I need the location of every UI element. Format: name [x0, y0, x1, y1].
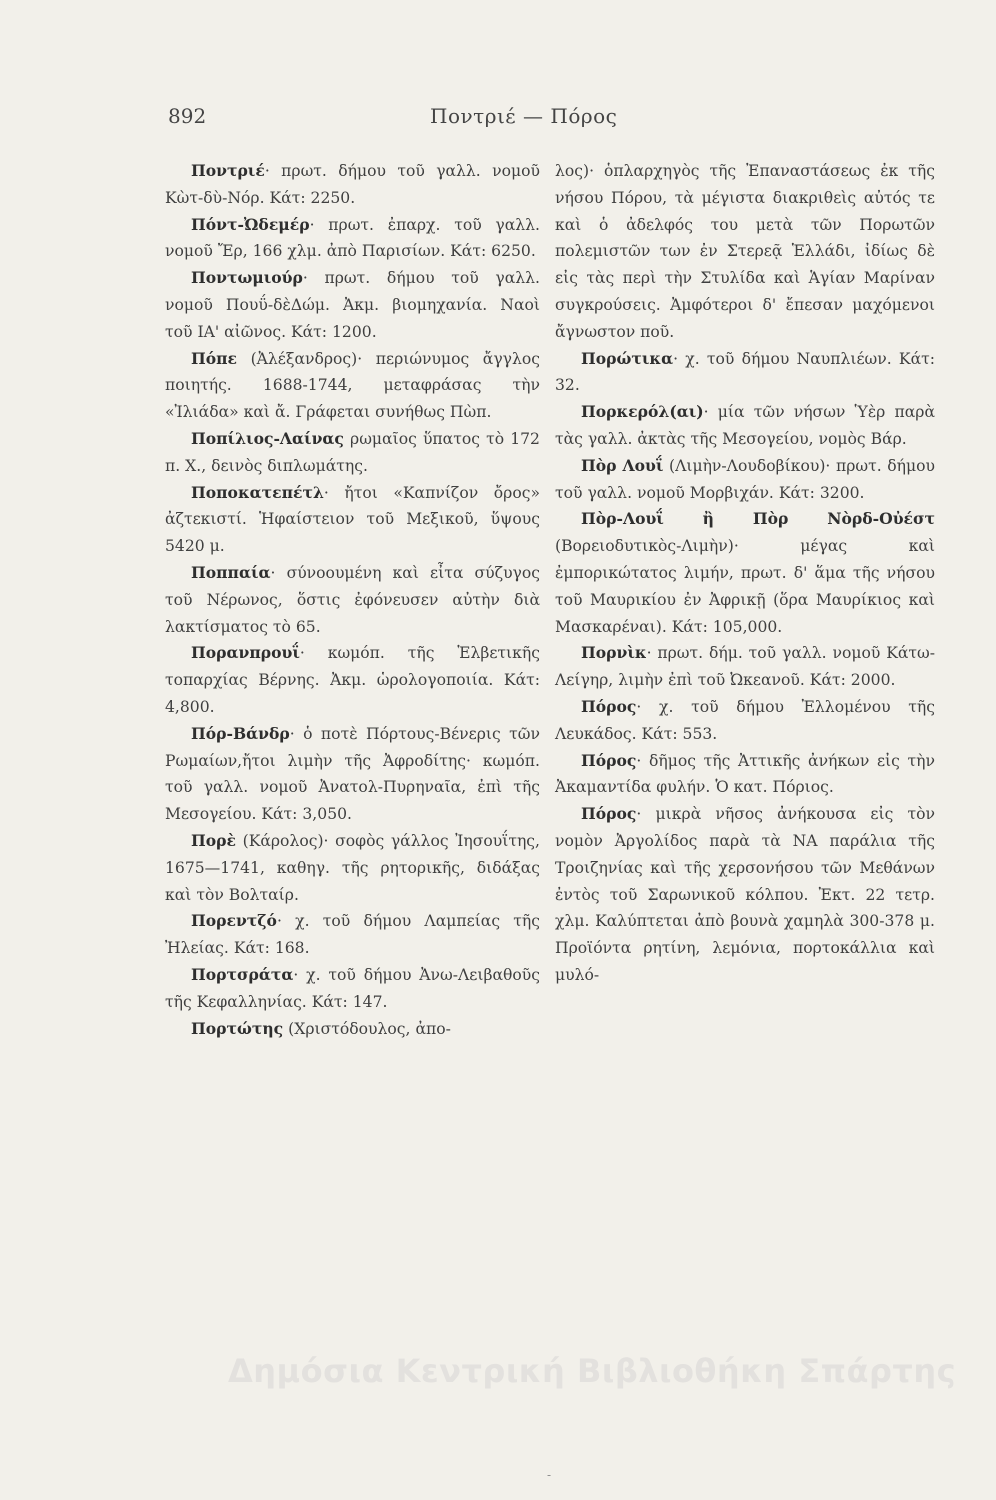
entry-headword: Πόρος	[581, 696, 637, 716]
entry-headword: Ποπίλιος-Λαίνας	[191, 428, 344, 448]
dictionary-entry	[165, 426, 540, 480]
dictionary-entry	[165, 346, 540, 426]
entry-headword: Πορεντζό	[191, 911, 277, 931]
dictionary-entry: Πόρος· χ. τοῦ δήμου Ἐλλομένου τῆς Λευκάδος. Κάτ: 553.	[555, 696, 935, 743]
footer-mark: -	[547, 1468, 552, 1482]
entry-text: πρωτ. δήμου τοῦ γαλλ. νομοῦ Πουΰ-δὲΔώμ. Ἀκμ. βιομηχανία. Ναοὶ τοῦ ΙΑ' αἰῶνος. Κάτ: 1200.	[165, 269, 540, 341]
dictionary-entry	[165, 828, 540, 908]
entry-text: μία τῶν νήσων Ὑὲρ παρὰ τὰς γαλλ. ἀκτὰς τῆς Μεσογείου, νομὸς Βάρ.	[555, 403, 935, 448]
entry-text: χ. τοῦ δήμου Ἐλλομένου τῆς Λευκάδος. Κάτ: 553.	[555, 697, 935, 743]
dictionary-entry: Πόρ-Βάνδρ· ὁ ποτὲ Πόρτους-Βένερις τῶν Ρωμαίων,ἤτοι λιμὴν τῆς Ἀφροδίτης· κωμόπ. τοῦ γαλλ. νομοῦ Ἀνατολ-Πυρηναῖα, ἐπὶ τῆς Μεσογείου. Κάτ: 3,050.	[165, 723, 540, 824]
dictionary-entry: Πόρος· δῆμος τῆς Ἀττικῆς ἀνήκων εἰς τὴν Ἀκαμαντίδα φυλήν. Ὁ κατ. Πόριος.	[555, 750, 935, 797]
dictionary-entry: Πορεντζό· χ. τοῦ δήμου Λαμπείας τῆς Ἠλείας. Κάτ: 168.	[165, 911, 540, 958]
dictionary-entry: Πορτσράτα· χ. τοῦ δήμου Ἀνω-Λειβαθοῦς τῆς Κεφαλληνίας. Κάτ: 147.	[165, 964, 540, 1011]
dictionary-entry-continuation	[555, 158, 935, 346]
entry-headword: Πορώτικα	[581, 348, 674, 368]
entry-headword: Ποποκατεπέτλ	[191, 482, 324, 502]
entry-text: λος)· ὁπλαρχηγὸς τῆς Ἐπαναστάσεως ἐκ τῆς νήσου Πόρου, τὰ μέγιστα διακριθεὶς αὐτός τε καὶ ὁ ἀδελφός του μετὰ τῶν Πορωτῶν πολεμιστῶν των ἐν Στερεᾷ Ἑλλάδι, ἰδίως δὲ εἰς τὰς περὶ τὴν Στυλίδα καὶ Ἁγίαν Μαρίναν συγκρούσεις. Ἀμφότεροι δ' ἔπεσαν μαχόμενοι ἄγνωστον ποῦ.	[555, 162, 935, 341]
entry-text: (Βορειοδυτικὸς-Λιμὴν)· μέγας καὶ ἐμπορικώτατος λιμήν, πρωτ. δ' ἅμα τῆς νήσου τοῦ Μαυρικίου ἐν Ἀφρικῇ (ὅρα Μαυρίκιος καὶ Μασκαρέναι). Κάτ: 105,000.	[555, 537, 935, 636]
dictionary-entry	[555, 453, 935, 507]
entry-text: (Λιμὴν-Λουδοβίκου)· πρωτ. δήμου τοῦ γαλλ. νομοῦ Μορβιχάν. Κάτ: 3200.	[555, 456, 935, 502]
dictionary-entry: Πόρος· μικρὰ νῆσος ἀνήκουσα εἰς τὸν νομὸν Ἀργολίδος παρὰ τὰ ΝΑ παράλια τῆς Τροιζηνίας καὶ τῆς χερσονήσου τῶν Μεθάνων ἐντὸς τοῦ Σαρωνικοῦ κόλπου. Ἐκτ. 22 τετρ. χλμ. Καλύπτεται ἀπὸ βουνὰ χαμηλὰ 300-378 μ. Προϊόντα ρητίνη, λεμόνια, πορτοκάλλια καὶ μυλό-	[555, 804, 936, 984]
entry-text: πρωτ. ἐπαρχ. τοῦ γαλλ. νομοῦ Ἔρ, 166 χλμ. ἀπὸ Παρισίων. Κάτ: 6250.	[165, 215, 540, 261]
entry-text: ἤτοι «Καπνίζον ὄρος» ἀζτεκιστί. Ἡφαίστειον τοῦ Μεξικοῦ, ὕψους 5420 μ.	[165, 483, 540, 556]
page-number: 892	[168, 104, 207, 128]
entry-headword: Πορτώτης	[191, 1018, 284, 1038]
library-watermark: Δημόσια Κεντρική Βιβλιοθήκη Σπάρτης	[228, 1352, 957, 1390]
entry-headword: Πορνὶκ	[581, 643, 647, 663]
dictionary-entry: Ποντριέ· πρωτ. δήμου τοῦ γαλλ. νομοῦ Κὼτ-δὺ-Νόρ. Κάτ: 2250.	[165, 161, 540, 207]
entry-headword: Πορτσράτα	[191, 964, 294, 984]
dictionary-entry: Πόντ-Ὠδεμέρ· πρωτ. ἐπαρχ. τοῦ γαλλ. νομοῦ Ἔρ, 166 χλμ. ἀπὸ Παρισίων. Κάτ: 6250.	[165, 214, 540, 261]
entry-text: σύνοουμένη καὶ εἶτα σύζυγος τοῦ Νέρωνος, ὅστις ἐφόνευσεν αὐτὴν διὰ λακτίσματος τὸ 65.	[165, 563, 540, 636]
entry-text: χ. τοῦ δήμου Λαμπείας τῆς Ἠλείας. Κάτ: 168.	[165, 912, 540, 958]
entry-headword: Πορκερόλ(αι)	[581, 402, 704, 422]
entry-text: κωμόπ. τῆς Ἑλβετικῆς τοπαρχίας Βέρνης. Ἀκμ. ὡρολογοποιία. Κάτ: 4,800.	[165, 644, 540, 716]
entry-text: δῆμος τῆς Ἀττικῆς ἀνήκων εἰς τὴν Ἀκαμαντίδα φυλήν. Ὁ κατ. Πόριος.	[555, 751, 935, 797]
entry-text: χ. τοῦ δήμου Ἀνω-Λειβαθοῦς τῆς Κεφαλληνίας. Κάτ: 147.	[165, 965, 540, 1011]
dictionary-entry: Ποντωμιούρ· πρωτ. δήμου τοῦ γαλλ. νομοῦ Πουΰ-δὲΔώμ. Ἀκμ. βιομηχανία. Ναοὶ τοῦ ΙΑ' αἰῶνος. Κάτ: 1200.	[165, 268, 540, 341]
dictionary-entry: Πορώτικα· χ. τοῦ δήμου Ναυπλιέων. Κάτ: 32.	[555, 348, 935, 395]
running-head: Ποντριέ — Πόρος	[430, 104, 618, 128]
entry-headword: Πόρ-Βάνδρ	[191, 723, 290, 743]
entry-headword: Ποντωμιούρ	[191, 268, 303, 288]
right-column	[555, 158, 935, 989]
dictionary-entry: Ποππαία· σύνοουμένη καὶ εἶτα σύζυγος τοῦ Νέρωνος, ὅστις ἐφόνευσεν αὐτὴν διὰ λακτίσματος τὸ 65.	[165, 562, 540, 636]
entry-text: ὁ ποτὲ Πόρτους-Βένερις τῶν Ρωμαίων,ἤτοι λιμὴν τῆς Ἀφροδίτης· κωμόπ. τοῦ γαλλ. νομοῦ Ἀνατολ-Πυρηναῖα, ἐπὶ τῆς Μεσογείου. Κάτ: 3,050.	[165, 724, 540, 824]
entry-headword: Πόπε	[191, 348, 238, 368]
dictionary-entry: Πορανπρουΐ· κωμόπ. τῆς Ἑλβετικῆς τοπαρχίας Βέρνης. Ἀκμ. ὡρολογοποιία. Κάτ: 4,800.	[165, 643, 540, 716]
entry-text: χ. τοῦ δήμου Ναυπλιέων. Κάτ: 32.	[555, 349, 935, 395]
entry-text: μικρὰ νῆσος ἀνήκουσα εἰς τὸν νομὸν Ἀργολίδος παρὰ τὰ ΝΑ παράλια τῆς Τροιζηνίας καὶ τῆς χερσονήσου τῶν Μεθάνων ἐντὸς τοῦ Σαρωνικοῦ κόλπου. Ἐκτ. 22 τετρ. χλμ. Καλύπτεται ἀπὸ βουνὰ χαμηλὰ 300-378 μ. Προϊόντα ρητίνη, λεμόνια, πορτοκάλλια καὶ μυλό-	[555, 805, 936, 984]
entry-headword: Πὸρ-Λουΐ ἢ Πὸρ Νὸρδ-Οὐέστ	[581, 509, 935, 529]
entry-headword: Ποππαία	[191, 562, 271, 582]
entry-headword: Ποντριέ	[191, 161, 265, 180]
entry-text: ρωμαῖος ὕπατος τὸ 172 π. Χ., δεινὸς διπλωμάτης.	[165, 429, 540, 475]
entry-text: πρωτ. δήμου τοῦ γαλλ. νομοῦ Κὼτ-δὺ-Νόρ. Κάτ: 2250.	[165, 162, 540, 207]
entry-headword: Πόρος	[581, 750, 637, 770]
dictionary-entry: Πορνὶκ· πρωτ. δήμ. τοῦ γαλλ. νομοῦ Κάτω-Λείγηρ, λιμὴν ἐπὶ τοῦ Ὠκεανοῦ. Κάτ: 2000.	[555, 643, 935, 690]
entry-text: πρωτ. δήμ. τοῦ γαλλ. νομοῦ Κάτω-Λείγηρ, λιμὴν ἐπὶ τοῦ Ὠκεανοῦ. Κάτ: 2000.	[555, 644, 935, 690]
dictionary-entry: Ποποκατεπέτλ· ἤτοι «Καπνίζον ὄρος» ἀζτεκιστί. Ἡφαίστειον τοῦ Μεξικοῦ, ὕψους 5420 μ.	[165, 482, 540, 556]
dictionary-entry	[165, 1016, 540, 1043]
entry-text: (Χριστόδουλος, ἀπο-	[288, 1019, 451, 1038]
left-column	[165, 158, 540, 1042]
entry-headword: Πορὲ	[191, 830, 236, 850]
entry-headword: Πόντ-Ὠδεμέρ	[191, 214, 310, 234]
entry-text: (Ἀλέξανδρος)· περιώνυμος ἄγγλος ποιητής. 1688-1744, μεταφράσας τὴν «Ἰλιάδα» καὶ ἄ. Γράφεται συνήθως Πὼπ.	[165, 349, 540, 422]
entry-text: (Κάρολος)· σοφὸς γάλλος Ἰησουΐτης, 1675—1741, καθηγ. τῆς ρητορικῆς, διδάξας καὶ τὸν Βολταίρ.	[165, 831, 540, 904]
entry-headword: Πόρος	[581, 804, 637, 824]
entry-headword: Πορανπρουΐ	[191, 643, 300, 663]
dictionary-entry: Πορκερόλ(αι)· μία τῶν νήσων Ὑὲρ παρὰ τὰς γαλλ. ἀκτὰς τῆς Μεσογείου, νομὸς Βάρ.	[555, 402, 935, 448]
dictionary-entry	[555, 506, 935, 640]
entry-headword: Πὸρ Λουΐ	[581, 455, 664, 475]
